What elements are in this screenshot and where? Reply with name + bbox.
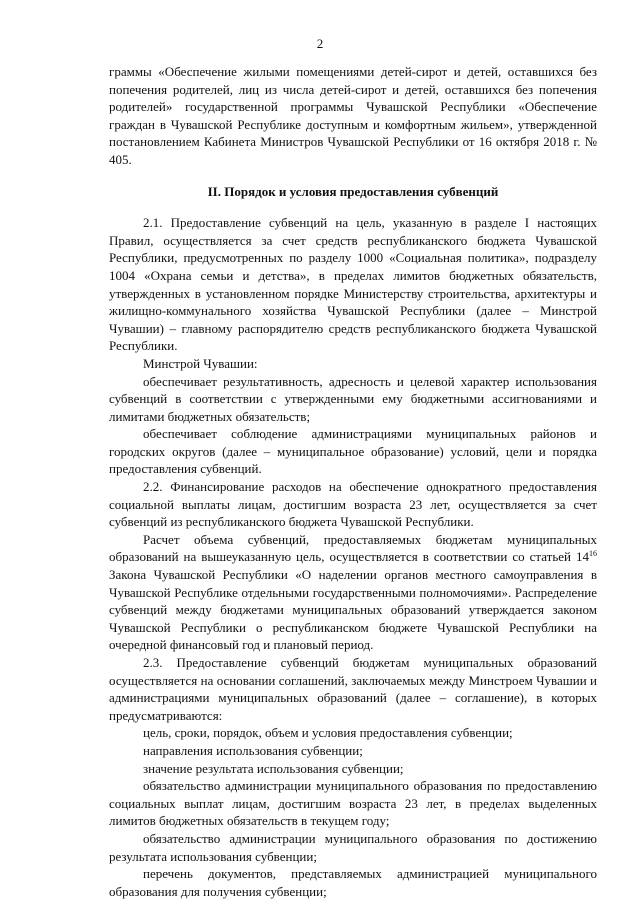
list-item-directions: направления использования субвенции; [143,742,363,758]
paragraph-2-3: 2.3. Предоставление субвенций бюджетам муниципальных образований осуществляется на основании соглашений, заключаемых между Минстроем Чувашии и администрациями муниципальных образований (далее – соглашение), в которых предусматриваются: [109,655,597,723]
list-item-obligation-payments: обязательство администрации муниципального образования по предоставлению социальных выплат лицам, достигшим возраста 23 лет, в пределах выделенных лимитов бюджетных обязательств в текущем году; [109,778,597,829]
paragraph-ensures-effectiveness: обеспечивает результативность, адресность и целевой характер использования субвенций в соответствии с утвержденными ему бюджетными ассигнованиями и лимитами бюджетных обязательств; [109,373,597,424]
paragraph-calculation-after: Закона Чувашской Республики «О наделении органов местного самоуправления в Чувашской Республике отдельными государственными полномочиями». Распределение субвенций между бюджетами муниципальных образований утверждается законом Чувашской Республики о республиканском бюджете Чувашской Республики на очередной финансовый год и плановый период. [109,567,597,653]
list-item-documents: перечень документов, представляемых администрацией муниципального образования для получения субвенции; [109,866,597,899]
list-item-goal: цель, сроки, порядок, объем и условия предоставления субвенции; [143,725,513,741]
list-item-result-value: значение результата использования субвенции; [143,760,404,776]
article-superscript: 16 [589,549,597,559]
intro-paragraph: граммы «Обеспечение жилыми помещениями детей-сирот и детей, оставшихся без попечения родителей, лиц из числа детей-сирот и детей, оставшихся без попечения родителей» государственной программы Чувашской Республики «Обеспечение граждан в Чувашской Республике доступным и комфортным жильем», утвержденной постановлением Кабинета Министров Чувашской Республики от 16 октября 2018 г. № 405. [109,64,597,167]
page-number: 2 [316,36,324,51]
paragraph-calculation [109,531,597,654]
paragraph-2-2: 2.2. Финансирование расходов на обеспечение однократного предоставления социальной выплаты лицам, достигшим возраста 23 лет, осуществляется за счет субвенций из республиканского бюджета Чувашской Республики. [109,479,597,530]
section-title: II. Порядок и условия предоставления субвенций [207,183,499,199]
document-body [109,63,597,900]
paragraph-minstroy: Минстрой Чувашии: [143,355,258,371]
paragraph-ensures-compliance: обеспечивает соблюдение администрациями муниципальных районов и городских округов (далее – муниципальное образование) условий, цели и порядка предоставления субвенций. [109,426,597,477]
paragraph-calculation-before: Расчет объема субвенций, предоставляемых бюджетам муниципальных образований на вышеуказанную цель, осуществляется в соответствии со статьей 14 [109,531,597,565]
paragraph-2-1: 2.1. Предоставление субвенций на цель, указанную в разделе I настоящих Правил, осуществляется за счет средств республиканского бюджета Чувашской Республики, предусмотренных по разделу 1000 «Социальная политика», подразделу 1004 «Охрана семьи и детства», в пределах лимитов бюджетных обязательств, утвержденных в установленном порядке Министерству строительства, архитектуры и жилищно-коммунального хозяйства Чувашской Республики (далее – Минстрой Чувашии) – главному распорядителю средств республиканского бюджета Чувашской Республики. [109,215,597,354]
list-item-obligation-result: обязательство администрации муниципального образования по достижению результата использования субвенции; [109,830,597,864]
